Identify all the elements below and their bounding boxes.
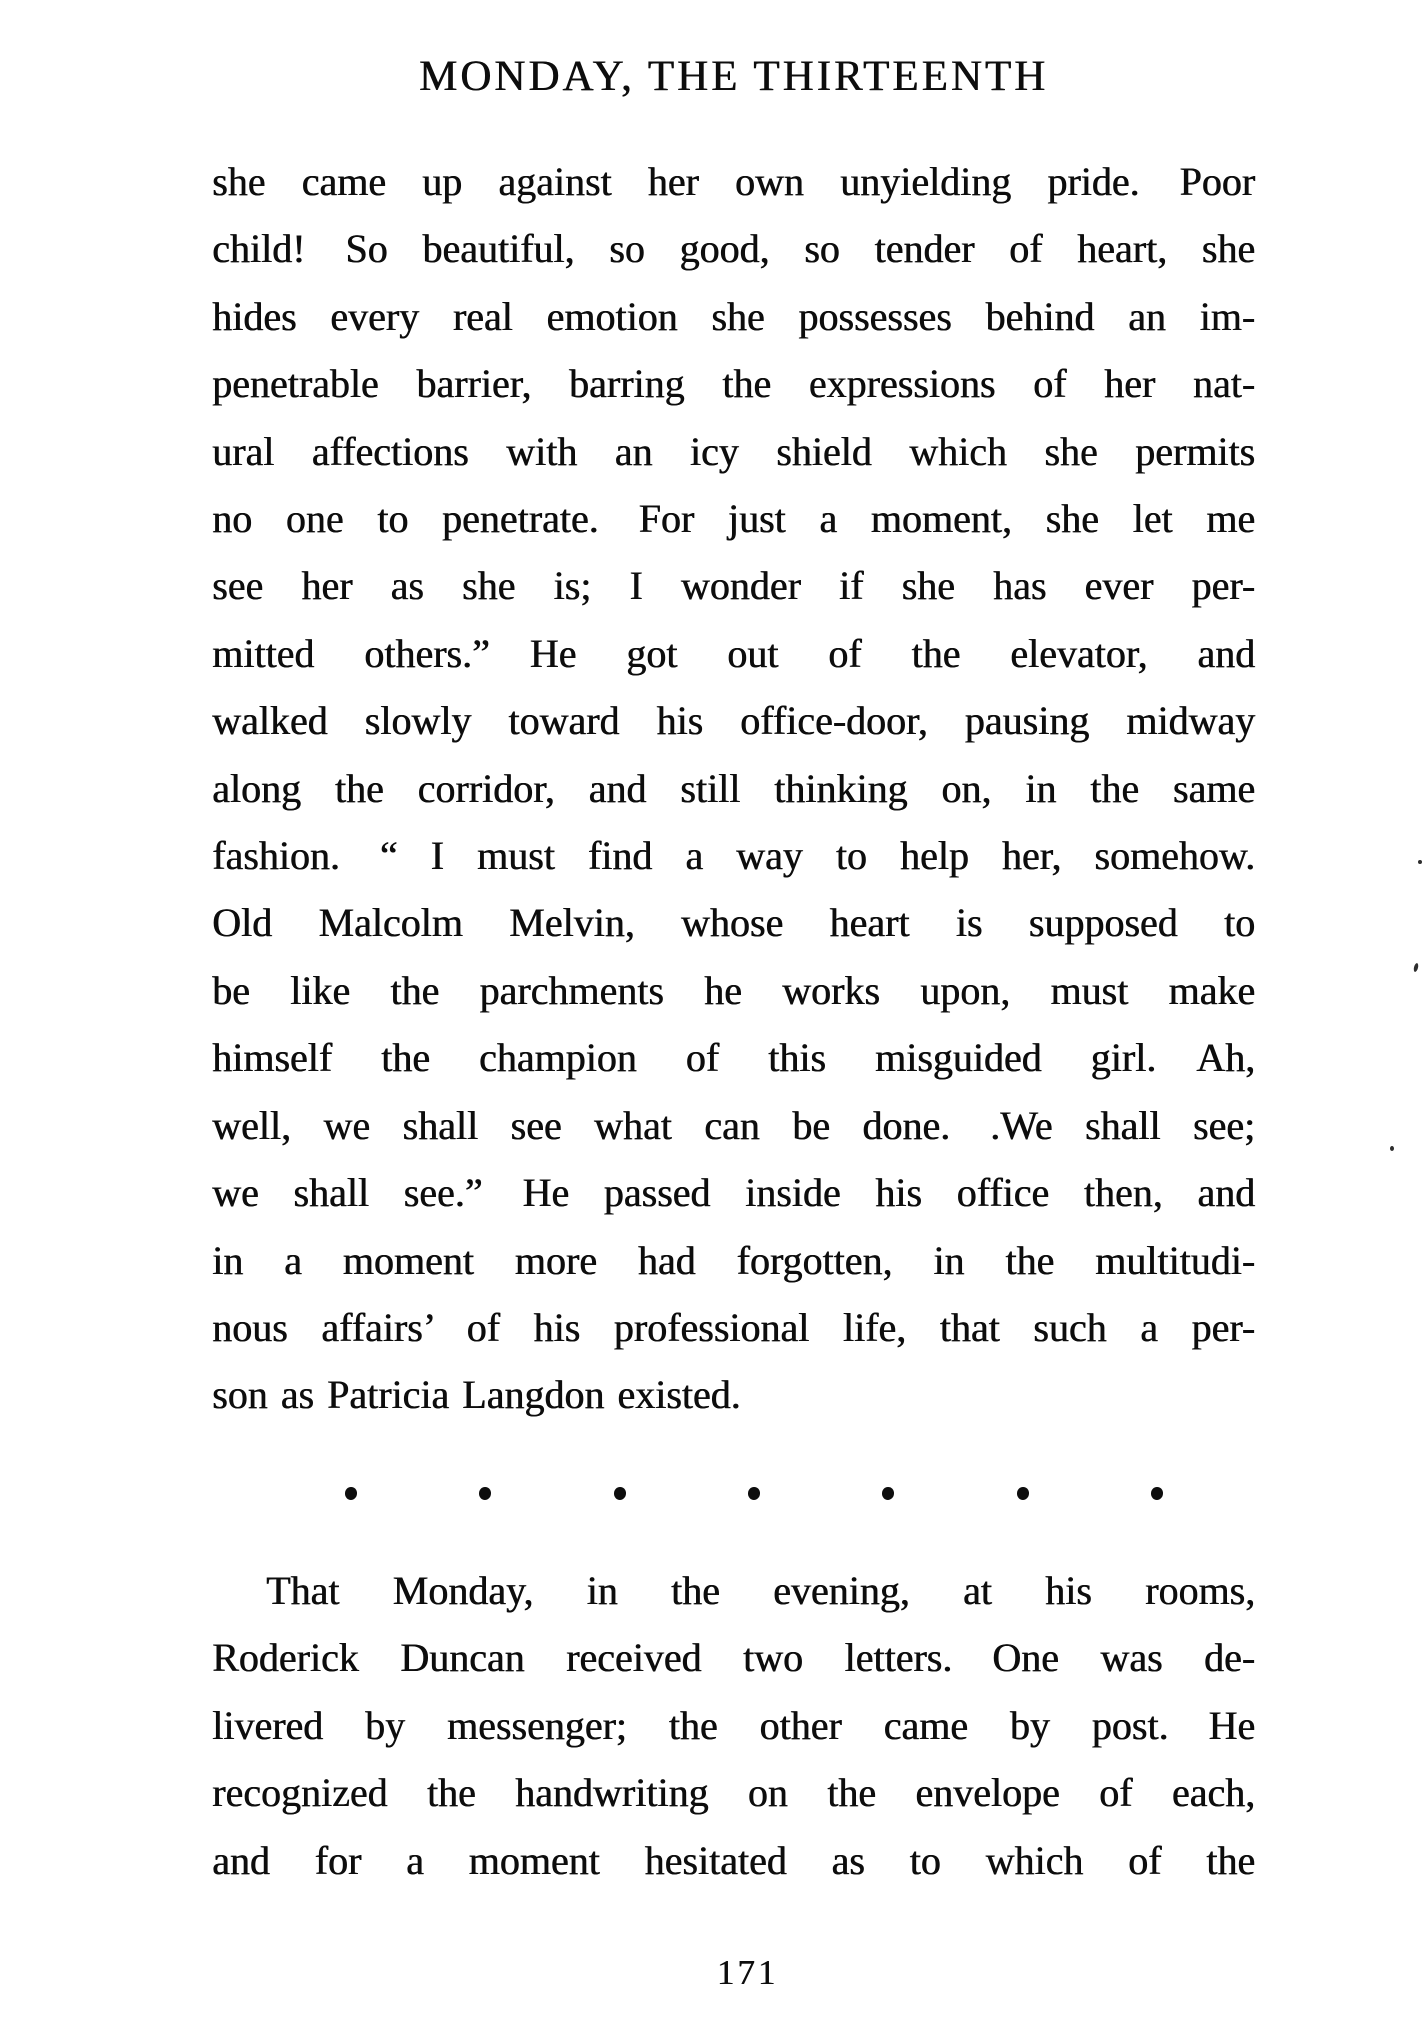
text-line: livered by messenger; the other came by post. He — [212, 1702, 1255, 1748]
running-header: MONDAY, THE THIRTEENTH — [418, 53, 1049, 100]
paragraph-continuation — [212, 148, 1255, 1429]
scan-speck — [1418, 860, 1422, 864]
text-line: she came up against her own unyielding pride. Poor — [212, 159, 1255, 204]
text-line: recognized the handwriting on the envelope of each, — [212, 1770, 1255, 1816]
scan-speck — [1390, 1146, 1394, 1151]
separator-dot-icon — [345, 1487, 357, 1500]
text-line: and for a moment hesitated as to which of the — [212, 1837, 1255, 1883]
paragraph-that-monday — [212, 1557, 1255, 1894]
page-number: 171 — [716, 1953, 779, 1992]
text-line: nous affairs’ of his professional life, that such a per- — [212, 1304, 1255, 1350]
separator-dot-icon — [882, 1487, 894, 1500]
text-line: himself the champion of this misguided girl. Ah, — [212, 1035, 1255, 1081]
text-line: That Monday, in the evening, at his rooms, — [266, 1568, 1255, 1613]
text-line: be like the parchments he works upon, must make — [212, 967, 1255, 1013]
text-line: penetrable barrier, barring the expressions of her nat- — [212, 361, 1255, 407]
text-line: no one to penetrate. For just a moment, she let me — [212, 496, 1255, 542]
text-line: mitted others.” He got out of the elevator, and — [212, 630, 1255, 676]
text-line: Old Malcolm Melvin, whose heart is supposed to — [212, 900, 1255, 946]
text-line: Roderick Duncan received two letters. One was de- — [212, 1635, 1255, 1681]
text-line: ural affections with an icy shield which she permits — [212, 428, 1255, 474]
separator-dot-icon — [748, 1487, 760, 1500]
text-line: hides every real emotion she possesses behind an im- — [212, 293, 1255, 339]
text-line: well, we shall see what can be done. .We shall see; — [212, 1102, 1255, 1148]
text-line: fashion. “ I must find a way to help her, somehow. — [212, 833, 1255, 879]
separator-dot-icon — [1017, 1487, 1029, 1500]
separator-dot-icon — [614, 1487, 626, 1500]
text-line: son as Patricia Langdon existed. — [212, 1372, 741, 1418]
text-line: in a moment more had forgotten, in the multitudi- — [212, 1237, 1255, 1283]
section-separator — [345, 1486, 1163, 1500]
separator-dot-icon — [1151, 1487, 1163, 1500]
text-line: child! So beautiful, so good, so tender of heart, she — [212, 226, 1255, 272]
text-line: walked slowly toward his office-door, pausing midway — [212, 698, 1255, 744]
separator-dot-icon — [479, 1487, 491, 1500]
scan-speck — [1413, 963, 1419, 973]
text-line: along the corridor, and still thinking on, in the same — [212, 765, 1255, 811]
text-line: see her as she is; I wonder if she has ever per- — [212, 563, 1255, 609]
text-line: we shall see.” He passed inside his office then, and — [212, 1170, 1255, 1216]
